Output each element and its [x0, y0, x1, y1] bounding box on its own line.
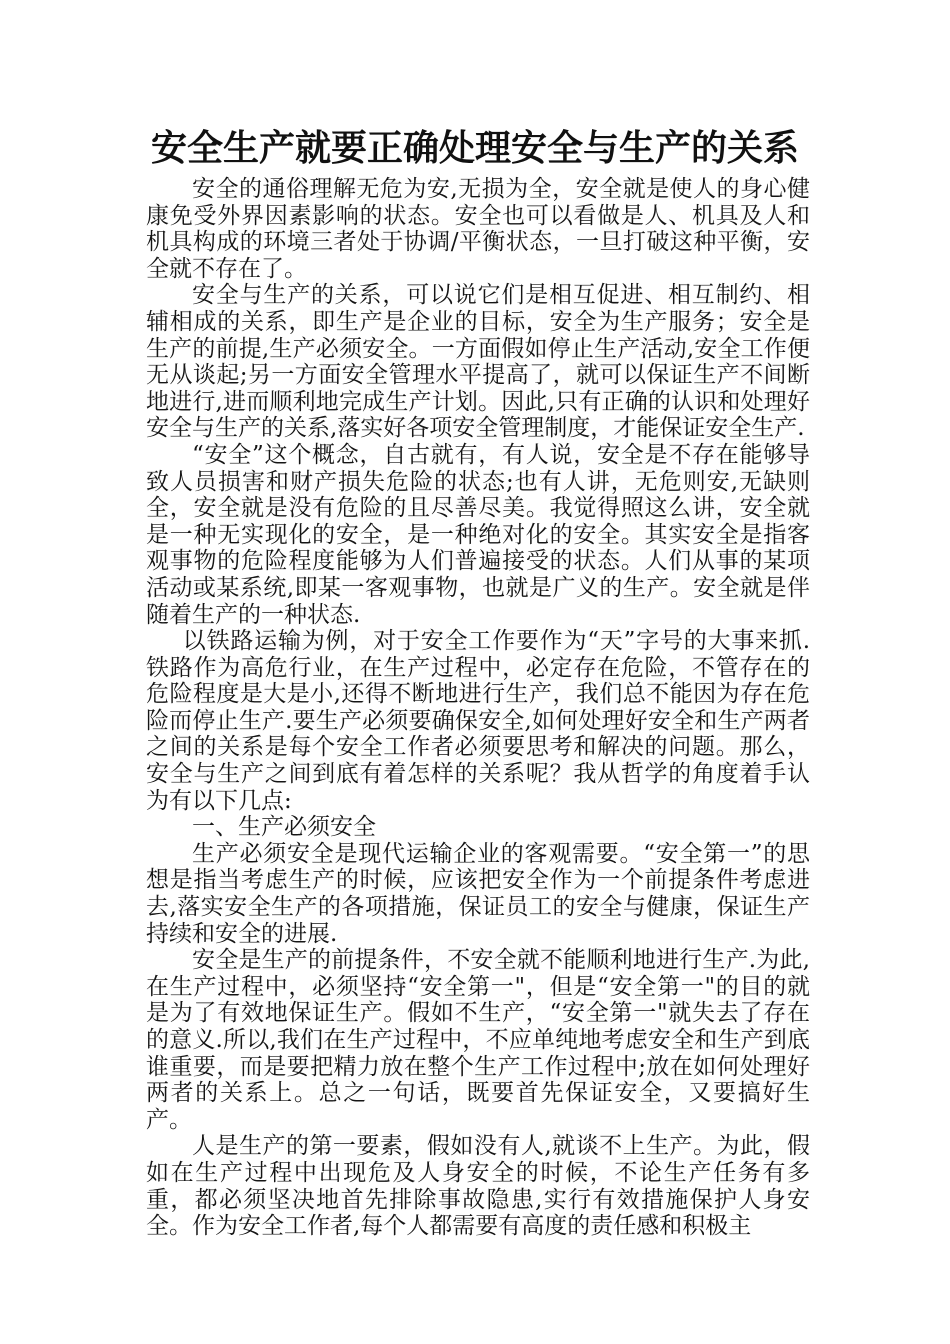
document-body: [146, 176, 810, 1240]
paragraph-safety-prerequisite: 安全是生产的前提条件，不安全就不能顺利地进行生产.为此,在生产过程中，必须坚持“安全第一"，但是“安全第一"的目的就是为了有效地保证生产。假如不生产，“安全第一"就失去了存在的意义.所以,我们在生产过程中，不应单纯地考虑安全和生产到底谁重要，而是要把精力放在整个生产工作过程中;放在如何处理好两者的关系上。总之一句话，既要首先保证安全，又要搞好生产。: [146, 947, 810, 1133]
paragraph-objective-need: 生产必须安全是现代运输企业的客观需要。“安全第一”的思想是指当考虑生产的时候，应该把安全作为一个前提条件考虑进去,落实安全生产的各项措施，保证员工的安全与健康，保证生产持续和安全的进展.: [146, 840, 810, 947]
paragraph-railway-example: 以铁路运输为例，对于安全工作要作为“天”字号的大事来抓.铁路作为高危行业，在生产过程中，必定存在危险，不管存在的危险程度是大是小,还得不断地进行生产，我们总不能因为存在危险而停止生产.要生产必须要确保安全,如何处理好安全和生产两者之间的关系是每个安全工作者必须要思考和解决的问题。那么，安全与生产之间到底有着怎样的关系呢？我从哲学的角度着手认为有以下几点:: [146, 628, 810, 814]
paragraph-safety-definition: 安全的通俗理解无危为安,无损为全，安全就是使人的身心健康免受外界因素影响的状态。安全也可以看做是人、机具及人和机具构成的环境三者处于协调/平衡状态，一旦打破这种平衡，安全就不存在了。: [146, 176, 810, 282]
paragraph-people-first: 人是生产的第一要素，假如没有人,就谈不上生产。为此，假如在生产过程中出现危及人身安全的时候，不论生产任务有多重，都必须坚决地首先排除事故隐患,实行有效措施保护人身安全。作为安全工作者,每个人都需要有高度的责任感和积极主: [146, 1133, 810, 1240]
paragraph-safety-concept: “安全”这个概念，自古就有，有人说，安全是不存在能够导致人员损害和财产损失危险的状态;也有人讲，无危则安,无缺则全，安全就是没有危险的且尽善尽美。我觉得照这么讲，安全就是一种无实现化的安全，是一种绝对化的安全。其实安全是指客观事物的危险程度能够为人们普遍接受的状态。人们从事的某项活动或某系统,即某一客观事物，也就是广义的生产。安全就是伴随着生产的一种状态.: [146, 441, 810, 628]
document-title: 安全生产就要正确处理安全与生产的关系: [150, 127, 799, 169]
section-heading-production-must-be-safe: 一、生产必须安全: [192, 814, 376, 841]
paragraph-safety-production-relation: 安全与生产的关系，可以说它们是相互促进、相互制约、相辅相成的关系，即生产是企业的目标，安全为生产服务；安全是生产的前提,生产必须安全。一方面假如停止生产活动,安全工作便无从谈起;另一方面安全管理水平提高了，就可以保证生产不间断地进行,进而顺利地完成生产计划。因此,只有正确的认识和处理好安全与生产的关系,落实好各项安全管理制度，才能保证安全生产.: [146, 282, 810, 442]
